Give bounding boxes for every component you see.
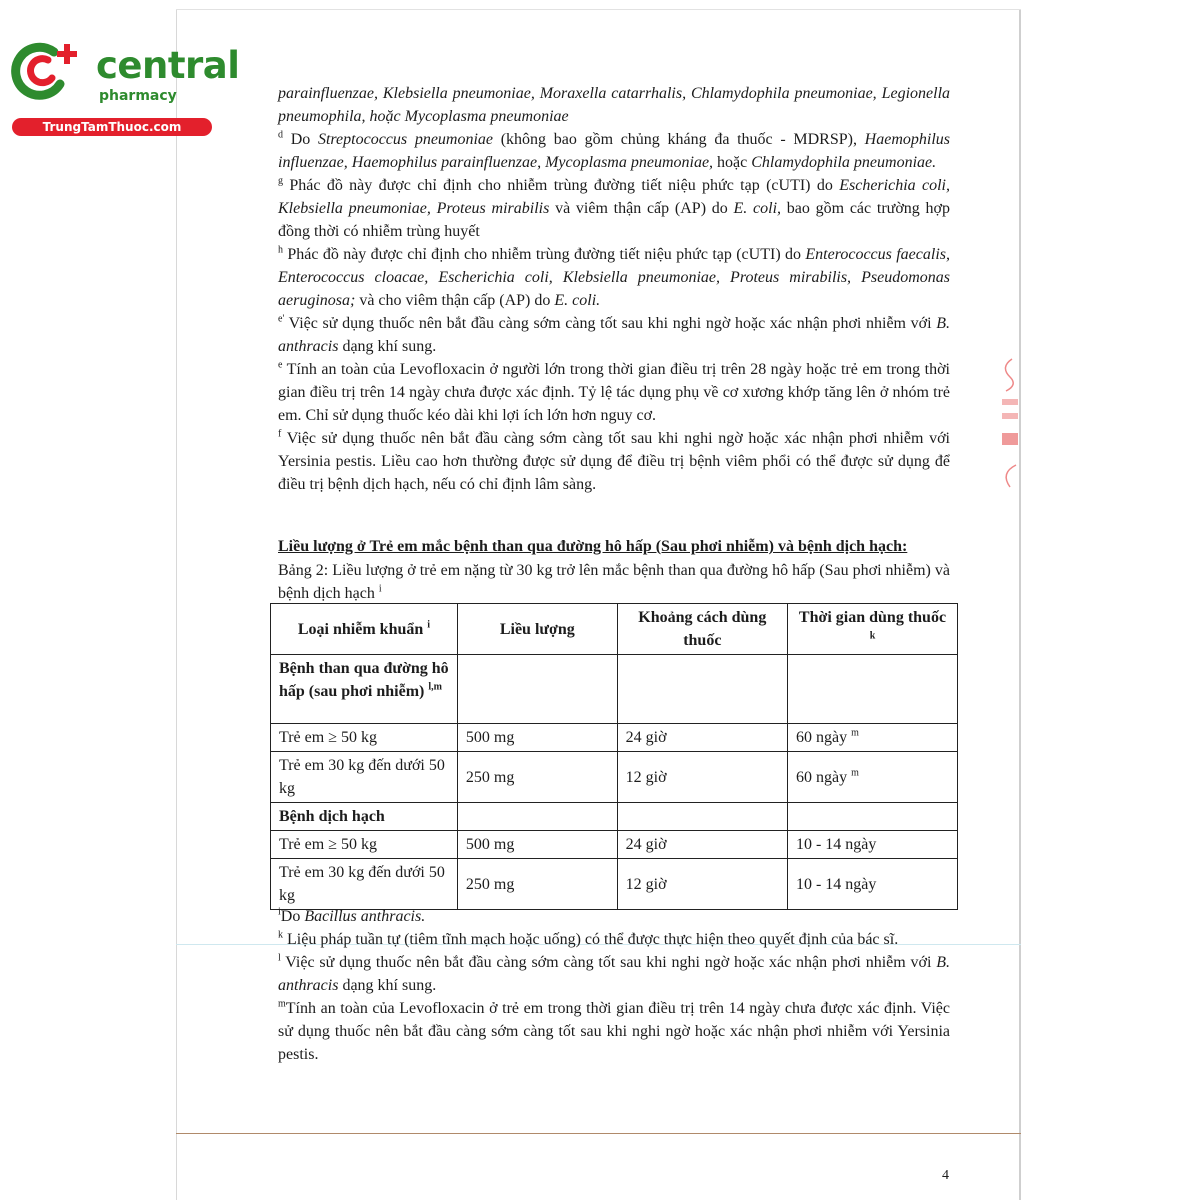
central-pharmacy-logo[interactable]	[10, 38, 240, 138]
table-category-row	[271, 655, 958, 724]
category-anthrax-label: Bệnh than qua đường hô hấp (sau phơi nhiễm)	[279, 660, 449, 700]
table-row	[271, 831, 958, 859]
category-anthrax-sup: l,m	[428, 681, 442, 693]
header-dose	[457, 604, 617, 655]
footnote-d-text-1: (không bao gồm chủng kháng đa thuốc - MDRSP),	[493, 131, 865, 148]
footnote-e-prime-text-2: dạng khí sung.	[338, 338, 437, 355]
footnote-d-mark: d	[278, 129, 283, 141]
section-heading: Liều lượng ở Trẻ em mắc bệnh than qua đường hô hấp (Sau phơi nhiễm) và bệnh dịch hạch:	[278, 538, 908, 555]
header-duration-label: Thời gian dùng thuốc	[798, 609, 947, 626]
footnote-c-line1: parainfluenzae, Klebsiella pneumoniae, Moraxella catarrhalis, Chlamydophila pneumoniae,	[278, 85, 877, 102]
footnote-l-mark: l	[278, 952, 281, 964]
header-interval-label: Khoảng cách dùng thuốc	[638, 609, 767, 649]
cell-interval: 24 giờ	[617, 724, 787, 752]
table-caption	[278, 559, 950, 605]
footnote-l	[278, 951, 950, 997]
table-row	[271, 859, 958, 910]
footnote-h-ecoli: E. coli.	[554, 292, 601, 309]
page-top-edge	[176, 9, 1021, 10]
empty-cell	[617, 803, 787, 831]
footnote-e-prime-mark: e'	[278, 313, 285, 325]
cell-duration	[787, 752, 957, 803]
cell-interval: 12 giờ	[617, 859, 787, 910]
cell-duration: 10 - 14 ngày	[787, 859, 957, 910]
footnote-e	[278, 358, 950, 427]
footnote-f-text: Việc sử dụng thuốc nên bắt đầu càng sớm càng tốt sau khi nghi ngờ hoặc xác nhận phơi nhiễm với Yersinia pestis. Liều cao hơn thường được sử dụng để điều trị bệnh viêm phổi có thể được sử dụng để điều trị bệnh dịch hạch, nếu có chỉ định lâm sàng.	[278, 430, 950, 493]
footnote-m-text: Tính an toàn của Levofloxacin ở trẻ em trong thời gian điều trị trên 14 ngày chưa được xác định. Việc sử dụng thuốc nên bắt đầu càng sớm càng tốt sau khi nghi ngờ hoặc xác nhận phơi nhiễm với Yersinia pestis.	[278, 1000, 950, 1063]
footnote-c-line2: Legionella pneumophila, hoặc Mycoplasma pneumoniae	[278, 85, 951, 125]
footnote-k	[278, 928, 950, 951]
cell-group: Trẻ em 30 kg đến dưới 50 kg	[271, 859, 458, 910]
cell-group: Trẻ em ≥ 50 kg	[271, 831, 458, 859]
footnote-d-prefix: Do	[283, 131, 318, 148]
footnote-i-mark: i	[278, 906, 281, 918]
cell-duration	[787, 724, 957, 752]
logo-subtitle: pharmacy	[99, 88, 177, 104]
cell-dose: 500 mg	[457, 724, 617, 752]
empty-cell	[457, 803, 617, 831]
cell-dose: 250 mg	[457, 752, 617, 803]
header-duration-sup: k	[869, 630, 876, 642]
footnote-e-mark: e	[278, 359, 283, 371]
pharmacy-cross-icon	[10, 38, 86, 104]
logo-name: central	[96, 44, 240, 87]
cell-duration-value: 60 ngày	[795, 729, 848, 746]
category-plague: Bệnh dịch hạch	[271, 803, 458, 831]
page-number: 4	[942, 1168, 949, 1183]
footnote-l-text-2: dạng khí sung.	[338, 977, 437, 994]
page-right-edge	[1019, 10, 1021, 1200]
table-row	[271, 752, 958, 803]
empty-cell	[787, 803, 957, 831]
cell-dose: 250 mg	[457, 859, 617, 910]
footnote-h	[278, 243, 950, 312]
footnote-d-organism-3: Chlamydophila pneumoniae.	[751, 154, 937, 171]
table-row	[271, 724, 958, 752]
table-header-row	[271, 604, 958, 655]
cell-duration: 10 - 14 ngày	[787, 831, 957, 859]
footnote-d-text-2: hoặc	[713, 154, 752, 171]
footnote-g-text-3: bao gồm các trường hợp đồng thời có nhiễm trùng huyết	[278, 200, 950, 240]
footnote-d-organism-1: Streptococcus pneumoniae	[317, 131, 494, 148]
footnote-i	[278, 905, 950, 928]
footnote-f-mark: f	[278, 428, 282, 440]
footnote-m	[278, 997, 950, 1066]
footnote-e-prime-organism: B. anthracis	[278, 315, 950, 355]
cell-group: Trẻ em ≥ 50 kg	[271, 724, 458, 752]
cell-interval: 12 giờ	[617, 752, 787, 803]
header-dose-label: Liều lượng	[499, 620, 575, 638]
footnote-h-mark: h	[278, 244, 283, 256]
footnote-h-text-1: Phác đồ này được chỉ định cho nhiễm trùng đường tiết niệu phức tạp (cUTI) do	[283, 246, 806, 263]
footnote-g-mark: g	[278, 175, 283, 187]
footnote-h-organisms: Enterococcus faecalis, Enterococcus cloacae, Escherichia coli, Klebsiella pneumoniae, Proteus mirabilis, Pseudomonas aeruginosa;	[278, 246, 951, 309]
footnote-g-ecoli: E. coli,	[733, 200, 782, 217]
footnote-g-organisms: Escherichia coli, Klebsiella pneumoniae, Proteus mirabilis	[278, 177, 950, 217]
category-anthrax	[271, 655, 458, 724]
footnote-e-text: Tính an toàn của Levofloxacin ở người lớn trong thời gian điều trị trên 28 ngày hoặc trẻ em trong thời gian điều trị trên 14 ngày chưa được xác định. Tỷ lệ tác dụng phụ về cơ xương khớp tăng lên ở nhóm trẻ em. Chỉ sử dụng thuốc kéo dài khi lợi ích lớn hơn nguy cơ.	[278, 361, 950, 424]
empty-cell	[457, 655, 617, 724]
header-infection-type-label: Loại nhiễm khuẩn	[297, 620, 424, 638]
footnote-i-organism: Bacillus anthracis.	[304, 908, 426, 925]
header-infection-type	[271, 604, 458, 655]
bottom-rule	[176, 1133, 1021, 1134]
footnote-h-text-2: và cho viêm thận cấp (AP) do	[355, 292, 555, 309]
page-left-edge	[176, 10, 177, 1200]
footnote-g-text-2: và viêm thận cấp (AP) do	[549, 200, 734, 217]
footnote-f	[278, 427, 950, 496]
footnotes-bottom	[278, 905, 950, 1066]
table-category-row	[271, 803, 958, 831]
header-infection-type-sup: i	[427, 619, 431, 631]
cell-group: Trẻ em 30 kg đến dưới 50 kg	[271, 752, 458, 803]
header-interval	[617, 604, 787, 655]
footnote-e-prime-text-1: Việc sử dụng thuốc nên bắt đầu càng sớm càng tốt sau khi nghi ngờ hoặc xác nhận phơi nhiễm với	[284, 315, 937, 332]
cell-interval: 24 giờ	[617, 831, 787, 859]
empty-cell	[787, 655, 957, 724]
footnote-e-prime	[278, 312, 950, 358]
table-caption-sup: i	[378, 583, 382, 595]
footnotes-top	[278, 82, 950, 496]
cell-duration-sup: m	[851, 767, 859, 779]
footnote-c-continued	[278, 82, 950, 128]
footnote-d-organism-2: Haemophilus influenzae, Haemophilus parainfluenzae, Mycoplasma pneumoniae,	[278, 131, 950, 171]
footnote-l-text-1: Việc sử dụng thuốc nên bắt đầu càng sớm càng tốt sau khi nghi ngờ hoặc xác nhận phơi nhiễm với	[280, 954, 937, 971]
cell-dose: 500 mg	[457, 831, 617, 859]
stamp-mark	[996, 355, 1024, 495]
footnote-d	[278, 128, 950, 174]
footnote-k-text: Liệu pháp tuần tự (tiêm tĩnh mạch hoặc uống) có thể được thực hiện theo quyết định của bác sĩ.	[283, 931, 899, 948]
footnote-l-organism: B. anthracis	[278, 954, 950, 994]
footnote-k-mark: k	[278, 929, 283, 941]
dosage-table	[270, 603, 958, 910]
footnote-i-text: Do	[280, 908, 305, 925]
cell-duration-value: 60 ngày	[795, 768, 848, 786]
header-duration	[787, 604, 957, 655]
empty-cell	[617, 655, 787, 724]
logo-url-badge[interactable]: TrungTamThuoc.com	[12, 118, 212, 136]
footnote-m-mark: m	[278, 998, 286, 1010]
table-caption-text: Bảng 2: Liều lượng ở trẻ em nặng từ 30 kg trở lên mắc bệnh than qua đường hô hấp (Sau phơi nhiễm) và bệnh dịch hạch	[278, 562, 950, 602]
cell-duration-sup: m	[851, 727, 859, 739]
footnote-g-text-1: Phác đồ này được chỉ định cho nhiễm trùng đường tiết niệu phức tạp (cUTI) do	[283, 177, 840, 194]
footnote-g	[278, 174, 950, 243]
